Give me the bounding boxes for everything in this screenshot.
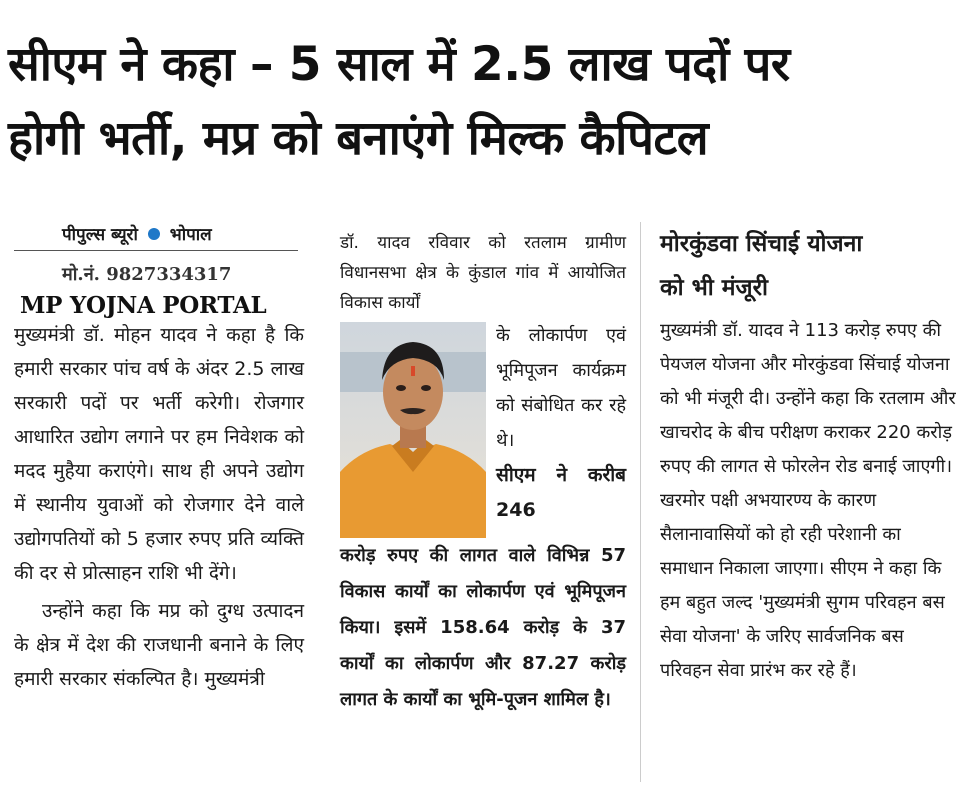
- byline-divider: [14, 250, 298, 251]
- cm-portrait-photo: [340, 322, 486, 538]
- column-divider: [640, 222, 641, 782]
- sub-heading: [660, 222, 960, 310]
- column-1-paragraph-2: उन्होंने कहा कि मप्र को दुग्ध उत्पादन के क्षेत्र में देश की राजधानी बनाने के लिए हमारी सरकार संकल्पित है। मुख्यमंत्री: [14, 600, 304, 690]
- column-2-side-text: [496, 318, 626, 528]
- sub-heading-line-1: मोरकुंडवा सिंचाई योजना: [660, 231, 863, 257]
- bureau-name: पीपुल्स ब्यूरो: [62, 225, 138, 245]
- headline: [8, 28, 968, 176]
- headline-line-1: सीएम ने कहा – 5 साल में 2.5 लाख पदों पर: [8, 37, 790, 92]
- column-2-top-text: डॉ. यादव रविवार को रतलाम ग्रामीण विधानसभा क्षेत्र के कुंडाल गांव में आयोजित विकास कार्यों: [340, 233, 626, 313]
- mobile-number: मो.नं. 9827334317: [62, 264, 232, 285]
- portal-watermark: MP YOJNA PORTAL: [20, 292, 267, 319]
- article-column-1: [14, 318, 304, 696]
- sub-heading-line-2: को भी मंजूरी: [660, 275, 768, 301]
- column-2-bottom-bold-text: करोड़ रुपए की लागत वाले विभिन्न 57 विकास कार्यों का लोकार्पण एवं भूमिपूजन किया। इसमें 158.64 करोड़ के 37 कार्यों का लोकार्पण और 87.27 करोड़ लागत के कार्यों का भूमि-पूजन शामिल है।: [340, 545, 626, 710]
- column-2-side-bold-lead: सीएम ने करीब 246: [496, 464, 626, 521]
- article-column-3: मुख्यमंत्री डॉ. यादव ने 113 करोड़ रुपए की पेयजल योजना और मोरकुंडवा सिंचाई योजना को भी मंजूरी दी। उन्होंने कहा कि रतलाम और खाचरोद के बीच परीक्षण कराकर 220 करोड़ रुपए की लागत से फोरलेन रोड बनाई जाएगी। खरमोर पक्षी अभयारण्य के कारण सैलानावासियों को हो रही परेशानी का समाधान निकाला जाएगा। सीएम ने कहा कि हम बहुत जल्द 'मुख्यमंत्री सुगम परिवहन बस सेवा योजना' के जरिए सार्वजनिक बस परिवहन सेवा प्रारंभ कर रहे हैं।: [660, 320, 956, 681]
- bullet-dot-icon: [148, 228, 160, 240]
- column-2-side-paragraph: के लोकार्पण एवं भूमिपूजन कार्यक्रम को संबोधित कर रहे थे।: [496, 325, 626, 451]
- column-1-paragraph-1: मुख्यमंत्री डॉ. मोहन यादव ने कहा है कि हमारी सरकार पांच वर्ष के अंदर 2.5 लाख सरकारी पदों पर भर्ती करेगी। रोजगार आधारित उद्योग लगाने पर हम निवेशक को मदद मुहैया कराएंगे। साथ ही अपने उद्योग में स्थानीय युवाओं को रोजगार देने वाले उद्योगपतियों को 5 हजार रुपए प्रति व्यक्ति की दर से प्रोत्साहन राशि भी देंगे।: [14, 324, 304, 584]
- dateline-place: भोपाल: [169, 225, 212, 245]
- headline-line-2: होगी भर्ती, मप्र को बनाएंगे मिल्क कैपिटल: [8, 111, 709, 166]
- byline: [62, 222, 298, 245]
